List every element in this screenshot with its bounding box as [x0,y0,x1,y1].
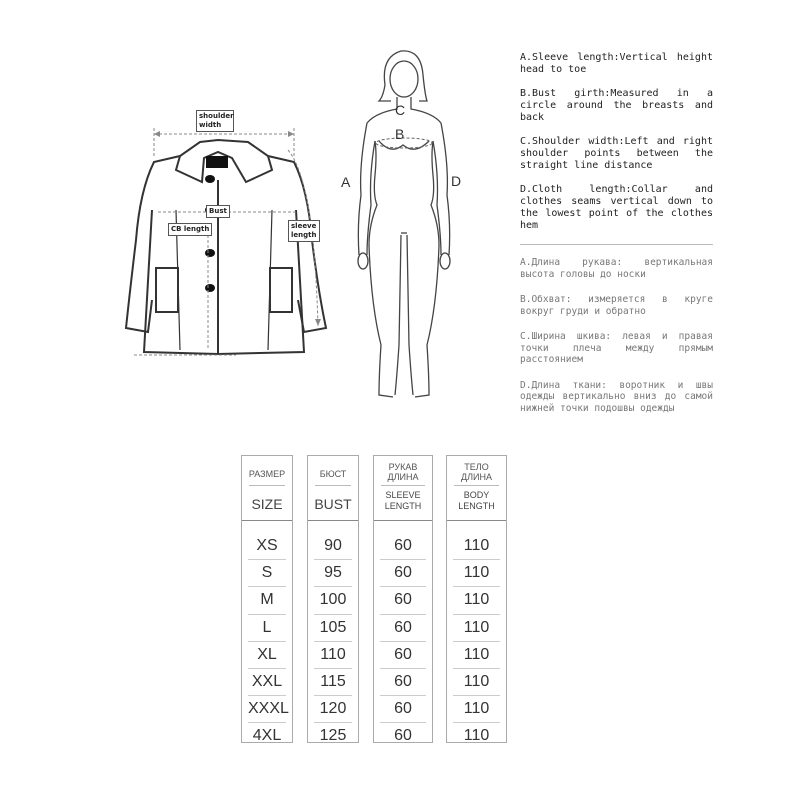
table-cell: S [248,560,286,587]
table-cell: XS [248,533,286,560]
table-cell: 100 [314,587,352,614]
table-cell: M [248,587,286,614]
table-cell: 110 [453,696,500,723]
table-cell: 115 [314,669,352,696]
table-cell: XXL [248,669,286,696]
cb-length-tag: CB length [168,223,212,236]
table-cell: 90 [314,533,352,560]
desc-ru-sleeve: A.Длина рукава: вертикальная высота головы до носки [520,257,713,280]
size-column [241,455,293,743]
table-cell: 60 [380,587,426,614]
divider [520,244,713,245]
sleeve-length-column [373,455,433,743]
header-en: BODY LENGTH [458,490,495,511]
table-cell: 110 [453,615,500,642]
column-header [447,456,506,521]
table-cell: 120 [314,696,352,723]
figure-letter-a: A [341,174,351,190]
column-header [374,456,432,521]
desc-en-shoulder: C.Shoulder width:Left and right shoulder points between the straight line distance [520,136,713,171]
sleeve-length-tag: sleeve length [288,220,320,242]
header-ru: РАЗМЕР [248,469,286,479]
header-ru: ТЕЛО ДЛИНА [461,462,492,482]
body-figure [335,45,475,405]
table-cell: XXXL [248,696,286,723]
table-cell: 110 [453,533,500,560]
table-cell: 60 [380,533,426,560]
header-separator [381,485,425,486]
table-cell: 60 [380,560,426,587]
column-header [242,456,292,521]
table-cell: 125 [319,727,347,745]
header-separator [249,485,285,486]
header-ru: РУКАВ ДЛИНА [387,462,419,482]
table-cell: XL [248,642,286,669]
figure-letter-c: C [395,102,406,118]
table-cell: 110 [453,669,500,696]
figure-drawing [335,45,475,405]
table-cell: 110 [314,642,352,669]
body-length-column [446,455,507,743]
table-cell: 60 [380,642,426,669]
figure-letter-b: B [395,126,405,142]
bust-tag: Bust [206,205,230,218]
header-separator [454,485,499,486]
table-cell: 105 [314,615,352,642]
desc-ru-cloth-length: D.Длина ткани: воротник и швы одежды вертикально вниз до самой нижней точки подошвы одежды [520,379,713,414]
table-cell: 60 [380,696,426,723]
table-cell: 60 [380,669,426,696]
table-cell: 95 [314,560,352,587]
table-cell: 110 [453,560,500,587]
measurement-descriptions [520,52,713,428]
column-header [308,456,358,521]
table-cell: 60 [394,727,412,745]
table-cell: 60 [380,615,426,642]
table-cell: 4XL [252,727,282,745]
header-en: SIZE [251,496,283,512]
desc-en-cloth-length: D.Cloth length:Collar and clothes seams vertical down to the lowest point of the clothes hem [520,184,713,231]
table-cell: L [248,615,286,642]
table-cell: 110 [463,727,490,745]
figure-letter-d: D [451,173,462,189]
desc-ru-shoulder: C.Ширина шкива: левая и правая точки плеча между прямым расстоянием [520,331,713,365]
desc-en-sleeve: A.Sleeve length:Vertical height head to toe [520,52,713,75]
bust-column [307,455,359,743]
header-en: BUST [314,496,352,512]
shoulder-width-tag: shoulder width [196,110,234,132]
table-cell: 110 [453,587,500,614]
desc-ru-bust: B.Обхват: измеряется в круге вокруг груди и обратно [520,294,713,317]
header-en: SLEEVE LENGTH [384,490,422,511]
header-ru: БЮСТ [319,469,347,479]
desc-en-bust: B.Bust girth:Measured in a circle around the breasts and back [520,88,713,123]
coat-diagram [118,100,340,362]
header-separator [315,485,351,486]
table-cell: 110 [453,642,500,669]
